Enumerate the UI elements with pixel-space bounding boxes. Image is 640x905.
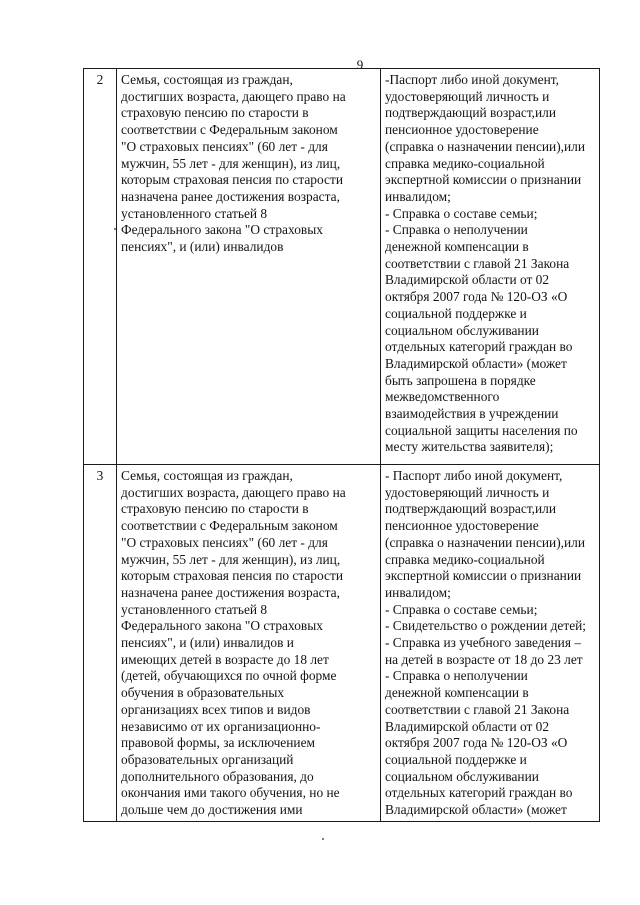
text-line: межведомственного bbox=[385, 389, 500, 405]
text-line: дополнительного образования, до bbox=[121, 768, 314, 784]
text-line: образовательных организаций bbox=[121, 751, 294, 767]
text-line: соответствии с Федеральным законом bbox=[121, 122, 338, 138]
table-row bbox=[84, 465, 600, 822]
text-line: социальной поддержке и bbox=[385, 751, 527, 767]
text-line: дольше чем до достижения ими bbox=[121, 802, 303, 818]
text-line: мужчин, 55 лет - для женщин), из лиц, bbox=[121, 155, 341, 171]
text-line: (справка о назначении пенсии),или bbox=[385, 534, 586, 550]
text-line: пенсионное удостоверение bbox=[385, 518, 539, 534]
text-line: социальной поддержке и bbox=[385, 305, 527, 321]
text-line: мужчин, 55 лет - для женщин), из лиц, bbox=[121, 551, 341, 567]
text-line: - Справка из учебного заведения – bbox=[385, 635, 582, 651]
text-line: денежной компенсации в bbox=[385, 239, 529, 255]
text-line: "О страховых пенсиях" (60 лет - для bbox=[121, 138, 328, 154]
text-line: соответствии с Федеральным законом bbox=[121, 518, 338, 534]
text-line: Семья, состоящая из граждан, bbox=[121, 468, 293, 483]
text-line: экспертной комиссии о признании bbox=[385, 172, 582, 188]
text-line: -Паспорт либо иной документ, bbox=[385, 72, 559, 87]
text-line: пенсиях", и (или) инвалидов bbox=[121, 239, 284, 255]
category-cell bbox=[117, 465, 381, 822]
text-line: достигших возраста, дающего право на bbox=[121, 484, 346, 500]
text-line: которым страховая пенсия по старости bbox=[121, 172, 343, 188]
text-line: Владимирской области от 02 bbox=[385, 718, 550, 734]
text-line: удостоверяющий личность и bbox=[385, 88, 550, 104]
text-line: - Свидетельство о рождении детей; bbox=[385, 618, 587, 634]
page-number: 9 bbox=[356, 57, 364, 72]
text-line: Владимирской области» (может bbox=[385, 355, 567, 371]
text-line: организациях всех типов и видов bbox=[121, 701, 311, 717]
text-line: месту жительства заявителя); bbox=[385, 439, 554, 455]
row-number: 2 bbox=[84, 69, 117, 465]
text-line: Федерального закона "О страховых bbox=[121, 222, 323, 238]
text-line: назначена ранее достижения возраста, bbox=[121, 584, 340, 600]
text-line: страховую пенсию по старости в bbox=[121, 501, 309, 517]
text-line: взаимодействия в учреждении bbox=[385, 406, 559, 422]
category-cell bbox=[117, 69, 381, 465]
text-line: отдельных категорий граждан во bbox=[385, 785, 573, 801]
text-line: подтверждающий возраст,или bbox=[385, 105, 557, 121]
text-line: (детей, обучающихся по очной форме bbox=[121, 668, 337, 684]
text-line: Владимирской области» (может bbox=[385, 802, 567, 818]
text-line: инвалидом; bbox=[385, 188, 451, 204]
text-line: назначена ранее достижения возраста, bbox=[121, 188, 340, 204]
text-line: которым страховая пенсия по старости bbox=[121, 568, 343, 584]
text-line: социальной защиты населения по bbox=[385, 422, 578, 438]
text-line: - Справка о неполучении bbox=[385, 668, 528, 684]
text-line: установленного статьей 8 bbox=[121, 205, 268, 221]
text-line: подтверждающий возраст,или bbox=[385, 501, 557, 517]
documents-cell bbox=[381, 465, 600, 822]
text-line: инвалидом; bbox=[385, 584, 451, 600]
text-line: Федерального закона "О страховых bbox=[121, 618, 323, 634]
scan-speck bbox=[322, 838, 324, 840]
text-line: установленного статьей 8 bbox=[121, 601, 268, 617]
text-line: социальном обслуживании bbox=[385, 768, 539, 784]
text-line: соответствии с главой 21 Закона bbox=[385, 701, 570, 717]
text-line: денежной компенсации в bbox=[385, 685, 529, 701]
text-line: отдельных категорий граждан во bbox=[385, 339, 573, 355]
scan-speck bbox=[114, 228, 116, 230]
text-line: - Справка о неполучении bbox=[385, 222, 528, 238]
text-line: быть запрошена в порядке bbox=[385, 372, 536, 388]
text-line: имеющих детей в возрасте до 18 лет bbox=[121, 651, 329, 667]
text-line: - Паспорт либо иной документ, bbox=[385, 468, 563, 483]
row-number: 3 bbox=[84, 465, 117, 822]
text-line: пенсиях", и (или) инвалидов и bbox=[121, 635, 294, 651]
text-line: соответствии с главой 21 Закона bbox=[385, 255, 570, 271]
text-line: октября 2007 года № 120-ОЗ «О bbox=[385, 289, 568, 305]
text-line: "О страховых пенсиях" (60 лет - для bbox=[121, 534, 328, 550]
documents-table bbox=[83, 68, 600, 822]
text-line: Владимирской области от 02 bbox=[385, 272, 550, 288]
text-line: на детей в возрасте от 18 до 23 лет bbox=[385, 651, 583, 667]
text-line: экспертной комиссии о признании bbox=[385, 568, 582, 584]
text-line: Семья, состоящая из граждан, bbox=[121, 72, 293, 87]
text-line: (справка о назначении пенсии),или bbox=[385, 138, 586, 154]
text-line: независимо от их организационно- bbox=[121, 718, 321, 734]
text-line: достигших возраста, дающего право на bbox=[121, 88, 346, 104]
text-line: окончания ими такого обучения, но не bbox=[121, 785, 340, 801]
text-line: - Справка о составе семьи; bbox=[385, 205, 538, 221]
text-line: - Справка о составе семьи; bbox=[385, 601, 538, 617]
text-line: страховую пенсию по старости в bbox=[121, 105, 309, 121]
text-line: справка медико-социальной bbox=[385, 551, 545, 567]
text-line: октября 2007 года № 120-ОЗ «О bbox=[385, 735, 568, 751]
text-line: обучения в образовательных bbox=[121, 685, 285, 701]
table-row bbox=[84, 69, 600, 465]
text-line: пенсионное удостоверение bbox=[385, 122, 539, 138]
text-line: социальном обслуживании bbox=[385, 322, 539, 338]
text-line: правовой формы, за исключением bbox=[121, 735, 316, 751]
text-line: справка медико-социальной bbox=[385, 155, 545, 171]
documents-cell bbox=[381, 69, 600, 465]
text-line: удостоверяющий личность и bbox=[385, 484, 550, 500]
